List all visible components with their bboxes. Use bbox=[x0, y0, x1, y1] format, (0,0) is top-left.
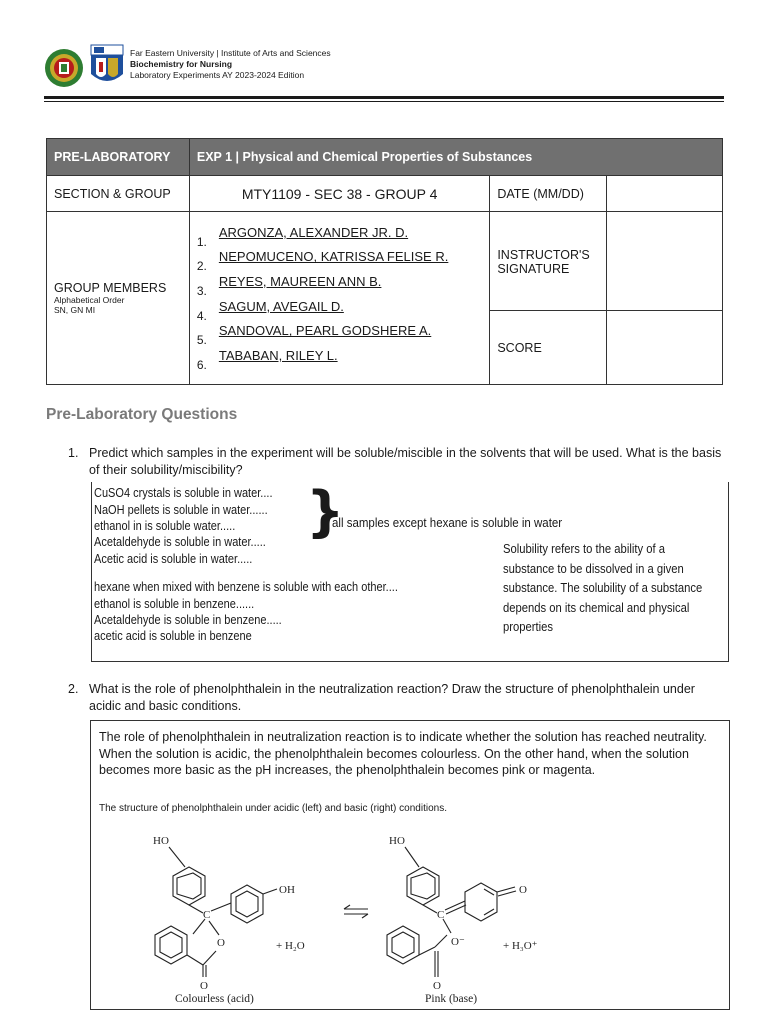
answer-2-box bbox=[90, 720, 730, 1010]
list-item bbox=[197, 249, 482, 274]
institution-name: Far Eastern University | Institute of Arts and Sciences bbox=[130, 48, 331, 58]
header-rule-thin bbox=[44, 101, 724, 102]
experiment-title: EXP 1 | Physical and Chemical Properties of Substances bbox=[189, 139, 722, 176]
answer-line: Acetaldehyde is soluble in benzene..... bbox=[94, 613, 282, 627]
label-colourless-acid: Colourless (acid) bbox=[175, 993, 254, 1005]
question-text: Predict which samples in the experiment will be soluble/miscible in the solvents that will be used. What is the basis of their solubility/miscibility? bbox=[89, 446, 722, 477]
phenol-ring-top-right bbox=[407, 867, 439, 905]
course-title: Biochemistry for Nursing bbox=[130, 59, 233, 69]
label-c-left: C bbox=[203, 909, 211, 921]
ias-logo bbox=[90, 44, 124, 86]
answer-line: ethanol in is soluble water..... bbox=[94, 519, 236, 533]
quinoid-ring-right bbox=[465, 883, 497, 921]
pre-lab-info-table bbox=[46, 138, 723, 385]
question-text: What is the role of phenolphthalein in the neutralization reaction? Draw the structure of phenolphthalein under acidic and basic conditions. bbox=[89, 682, 695, 713]
label-ho-right: HO bbox=[389, 835, 405, 847]
structure-caption: The structure of phenolphthalein under acidic (left) and basic (right) conditions. bbox=[99, 803, 447, 814]
member-number: 2. bbox=[196, 259, 207, 274]
member-name: SANDOVAL, PEARL GODSHERE A. bbox=[218, 323, 432, 339]
answer-1-box bbox=[91, 482, 729, 662]
date-field[interactable] bbox=[607, 176, 723, 212]
section-row bbox=[47, 176, 723, 212]
list-item bbox=[197, 347, 482, 372]
brace-note: all samples except hexane is soluble in water bbox=[332, 516, 563, 530]
member-number: 4. bbox=[196, 308, 207, 323]
label-pink-base: Pink (base) bbox=[425, 993, 478, 1005]
answer-line: hexane when mixed with benzene is soluble with each other.... bbox=[94, 580, 398, 594]
member-name: REYES, MAUREEN ANN B. bbox=[218, 274, 382, 289]
answer-paragraph: The role of phenolphthalein in neutralization reaction is to indicate whether the solution has reached neutrality. When the solution is acidic, the phenolphthalein becomes colourless. On the other hand, when the solution becomes more basic as the pH increases, the phenolphthalein becomes pink or magenta. bbox=[99, 730, 707, 777]
members-row-top bbox=[47, 212, 723, 311]
answer-line: CuSO4 crystals is soluble in water.... bbox=[94, 486, 273, 500]
header-rule-thick bbox=[44, 96, 724, 99]
list-item bbox=[197, 224, 482, 249]
score-field[interactable] bbox=[607, 311, 723, 385]
label-c-right: C bbox=[437, 909, 445, 921]
instructor-signature-field[interactable] bbox=[607, 212, 723, 311]
member-number: 1. bbox=[196, 234, 207, 249]
label-ho-left: HO bbox=[153, 835, 169, 847]
member-name: ARGONZA, ALEXANDER JR. D. bbox=[218, 224, 409, 240]
label-oh-left: OH bbox=[279, 884, 295, 896]
solubility-definition: Solubility refers to the ability of a substance to be dissolved in a given substance. The solubility of a substance depends on its chemical and physical properties bbox=[503, 542, 703, 634]
feu-seal-logo bbox=[44, 44, 84, 92]
label-plus-hydronium: + H₃O⁺ bbox=[503, 940, 538, 952]
answer-line: Acetaldehyde is soluble in water..... bbox=[94, 535, 266, 549]
label-o-ring-left: O bbox=[217, 937, 225, 949]
label-o-carbonyl-right: O bbox=[433, 980, 441, 992]
table-header-row bbox=[47, 139, 723, 176]
instructor-label: INSTRUCTOR'S SIGNATURE bbox=[490, 212, 607, 311]
section-value: MTY1109 - SEC 38 - GROUP 4 bbox=[189, 176, 489, 212]
answer-line: NaOH pellets is soluble in water...... bbox=[94, 503, 268, 517]
member-name: SAGUM, AVEGAIL D. bbox=[218, 298, 344, 314]
pre-lab-label: PRE-LABORATORY bbox=[47, 139, 190, 176]
section-label: SECTION & GROUP bbox=[47, 176, 190, 212]
section-title: Pre-Laboratory Questions bbox=[46, 406, 238, 423]
label-o-minus: O⁻ bbox=[451, 936, 465, 948]
list-item bbox=[197, 323, 482, 348]
member-number: 3. bbox=[196, 284, 207, 298]
document-header bbox=[44, 42, 724, 102]
label-plus-water: + H₂O bbox=[276, 940, 305, 952]
members-list bbox=[197, 224, 482, 372]
header-text bbox=[130, 48, 331, 81]
members-list-cell bbox=[189, 212, 489, 385]
answer-line: Acetic acid is soluble in water..... bbox=[94, 552, 253, 566]
list-item bbox=[197, 298, 482, 323]
curly-brace-icon: } bbox=[306, 480, 345, 543]
label-o-carbonyl-left: O bbox=[200, 980, 208, 992]
member-number: 6. bbox=[196, 357, 207, 372]
answer-line: acetic acid is soluble in benzene bbox=[94, 629, 252, 643]
member-name: NEPOMUCENO, KATRISSA FELISE R. bbox=[218, 249, 449, 265]
label-o-quinone: O bbox=[519, 884, 527, 896]
edition-label: Laboratory Experiments AY 2023-2024 Edition bbox=[130, 70, 305, 80]
question-number: 2. bbox=[68, 682, 79, 696]
question-1 bbox=[68, 445, 728, 479]
members-order-note: Alphabetical Order bbox=[54, 295, 125, 305]
members-label: GROUP MEMBERS bbox=[54, 281, 167, 295]
members-label-cell bbox=[47, 212, 190, 385]
phenol-ring-top-left bbox=[173, 867, 205, 905]
question-number: 1. bbox=[68, 446, 79, 460]
phenolphthalein-structures-diagram bbox=[91, 721, 731, 1011]
date-label: DATE (MM/DD) bbox=[490, 176, 607, 212]
answer-line: ethanol is soluble in benzene...... bbox=[94, 597, 255, 611]
question-2 bbox=[68, 681, 728, 715]
members-format-note: SN, GN MI bbox=[54, 305, 96, 315]
list-item bbox=[197, 273, 482, 298]
member-name: TABABAN, RILEY L. bbox=[218, 347, 338, 363]
score-label: SCORE bbox=[490, 311, 607, 385]
member-number: 5. bbox=[196, 333, 207, 348]
